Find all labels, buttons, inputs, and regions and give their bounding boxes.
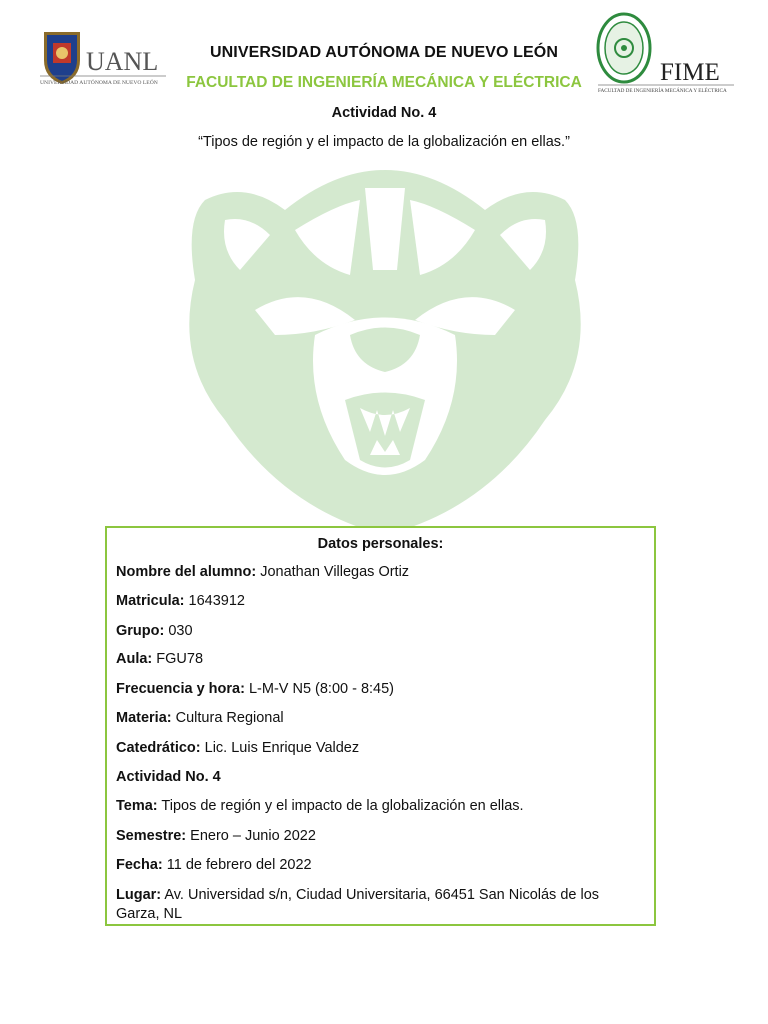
row-value: L-M-V N5 (8:00 - 8:45) (244, 681, 395, 697)
row-label: Semestre: (116, 828, 187, 844)
activity-title: Actividad No. 4 (331, 105, 437, 121)
row-value: 030 (164, 623, 193, 639)
row-value: Av. Universidad s/n, Ciudad Universitaria, 66451 San Nicolás de los Garza, NL (116, 887, 600, 922)
frecuencia-row (116, 680, 644, 699)
personal-data-title: Datos personales: (317, 536, 444, 552)
row-label: Frecuencia y hora: (116, 681, 245, 697)
row-label: Grupo: (116, 623, 165, 639)
row-label: Nombre del alumno: (116, 564, 257, 580)
grupo-row (116, 622, 644, 641)
row-label: Catedrático: (116, 740, 201, 756)
university-title: UNIVERSIDAD AUTÓNOMA DE NUEVO LEÓN (209, 44, 558, 61)
actividad-row (116, 768, 644, 787)
tema-row (116, 797, 644, 816)
row-label: Lugar: (116, 887, 162, 903)
svg-text:UNIVERSIDAD AUTÓNOMA DE NUEVO: UNIVERSIDAD AUTÓNOMA DE NUEVO LEÓN (40, 80, 158, 86)
row-label: Tema: (116, 798, 158, 814)
row-value: Cultura Regional (171, 710, 284, 726)
faculty-title: FACULTAD DE INGENIERÍA MECÁNICA Y ELÉCTRICA (186, 74, 582, 91)
row-label: Materia: (116, 710, 172, 726)
catedratico-row (116, 739, 644, 758)
personal-data-box (105, 526, 656, 926)
row-label: Matricula: (116, 593, 185, 609)
materia-row (116, 709, 644, 728)
svg-text:FACULTAD DE INGENIERÍA MECÁNIC: FACULTAD DE INGENIERÍA MECÁNICA Y ELÉCTRICA (598, 88, 727, 94)
lugar-row (116, 886, 644, 924)
semestre-row (116, 827, 644, 846)
row-label: Aula: (116, 651, 153, 667)
aula-row (116, 650, 644, 669)
bear-watermark (165, 160, 605, 540)
svg-text:FIME: FIME (660, 59, 720, 86)
row-label: Fecha: (116, 857, 163, 873)
row-value: 1643912 (184, 593, 245, 609)
row-value: 11 de febrero del 2022 (162, 857, 312, 873)
matricula-row (116, 592, 644, 611)
activity-subtitle: “Tipos de región y el impacto de la globalización en ellas.” (198, 134, 570, 150)
row-value: FGU78 (152, 651, 204, 667)
svg-text:UANL: UANL (86, 47, 159, 76)
row-value: Lic. Luis Enrique Valdez (200, 740, 360, 756)
student-name-row (116, 563, 644, 582)
fecha-row (116, 856, 644, 875)
row-label: Actividad No. 4 (116, 769, 221, 785)
row-value: Enero – Junio 2022 (186, 828, 316, 844)
row-value: Tipos de región y el impacto de la globalización en ellas. (157, 798, 524, 814)
row-value: Jonathan Villegas Ortiz (256, 564, 410, 580)
